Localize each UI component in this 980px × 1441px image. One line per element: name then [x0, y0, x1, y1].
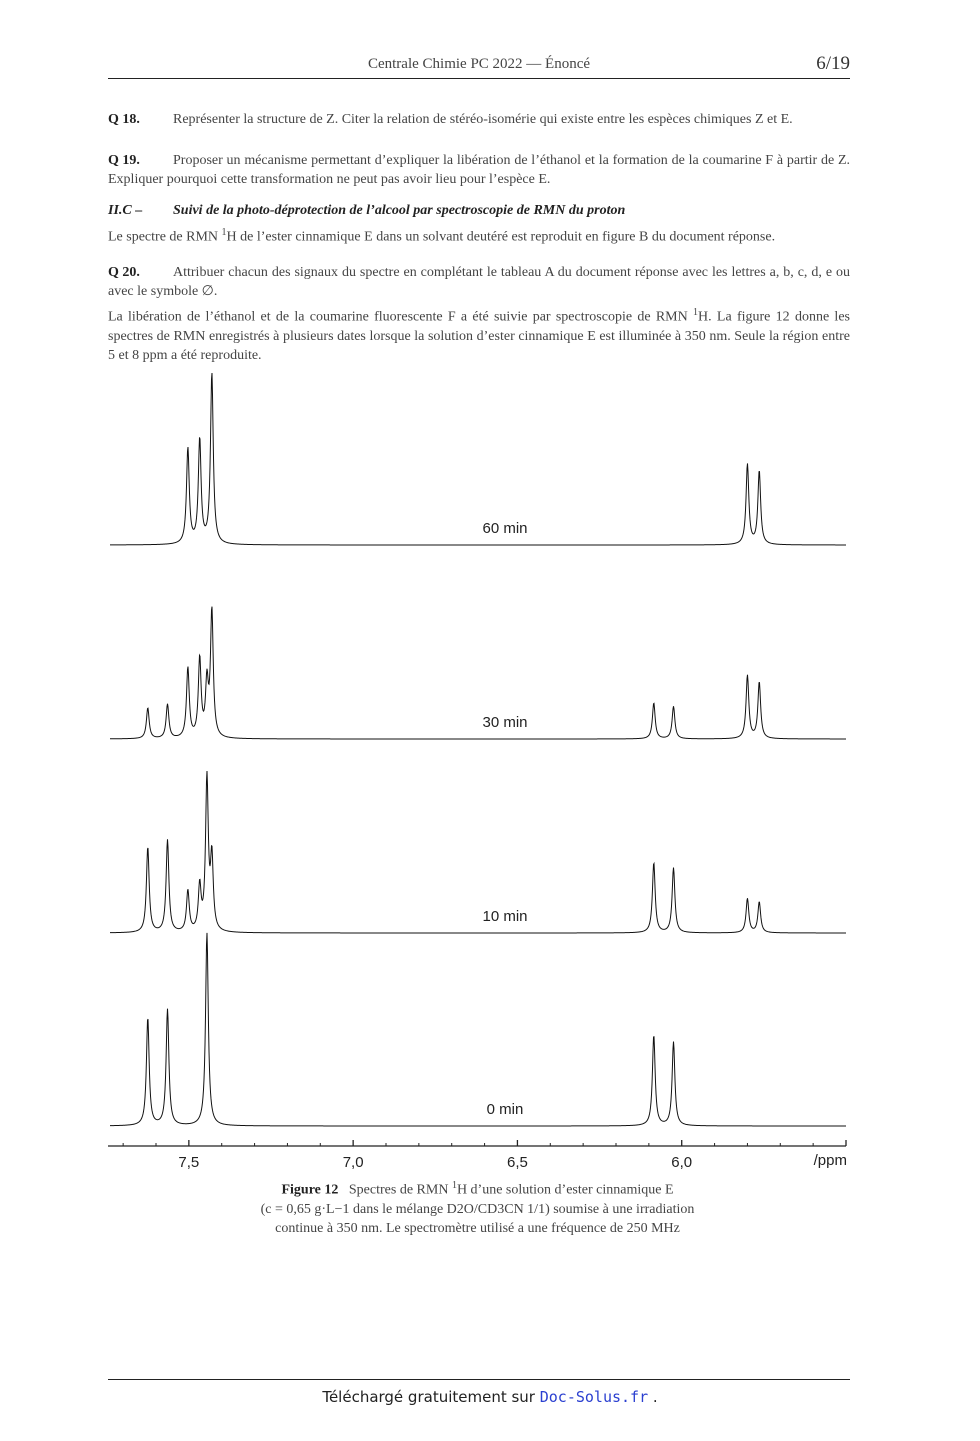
paragraph-text: H. La figure 12 donne les spectres de RMN enregistrés à plusieurs dates lorsque la solution d’ester cinnamique E est illuminée à 350 nm. Seule la région entre 5 et 8 ppm a été reproduite.: [108, 309, 850, 363]
caption-line-3: continue à 350 nm. Le spectromètre utilisé a une fréquence de 250 MHz: [275, 1220, 680, 1236]
caption-line-2: (c = 0,65 g·L−1 dans le mélange D2O/CD3CN 1/1) soumise à une irradiation: [260, 1201, 695, 1217]
question-text: Proposer un mécanisme permettant d’expliquer la libération de l’éthanol et la formation de la coumarine F à partir de Z. Expliquer pourquoi cette transformation ne peut pas avoir lieu pour l’espèce E.: [108, 153, 850, 187]
paragraph-2: [108, 303, 850, 365]
spectrum-label: 30 min: [482, 714, 528, 731]
question-number: Q 20.: [108, 265, 140, 280]
x-tick-label: 6,5: [506, 1154, 528, 1171]
paragraph-1: [108, 223, 850, 247]
figure-caption: [190, 1176, 765, 1238]
page-header: [108, 52, 850, 79]
x-tick-label: 6,0: [671, 1154, 693, 1171]
x-axis-unit: /ppm: [813, 1152, 847, 1169]
caption-label: Figure 12: [281, 1182, 339, 1198]
footer-text-end: .: [648, 1388, 658, 1406]
paragraph-text: La libération de l’éthanol et de la coumarine fluorescente F a été suivie par spectroscopie de RMN: [108, 309, 694, 325]
x-tick-label: 7,5: [178, 1154, 200, 1171]
question-number: Q 18.: [108, 112, 140, 127]
spectrum-30-min: [110, 607, 846, 739]
page-number: 6/19: [816, 53, 850, 74]
question-text: Représenter la structure de Z. Citer la relation de stéréo-isomérie qui existe entre les espèces chimiques Z et E.: [173, 112, 793, 127]
caption-line-1: [190, 1176, 765, 1200]
nmr-spectra-figure: [0, 360, 980, 1175]
caption-text: H d’une solution d’ester cinnamique E: [456, 1182, 674, 1198]
section-number: II.C –: [108, 203, 143, 218]
spectrum-label: 0 min: [486, 1101, 524, 1118]
footer: [0, 1388, 980, 1406]
paragraph-text: H de l’ester cinnamique E dans un solvant deutéré est reproduit en figure B du document réponse.: [226, 229, 776, 245]
section-title: Suivi de la photo-déprotection de l’alcool par spectroscopie de RMN du proton: [173, 203, 626, 218]
question-20: [108, 263, 850, 301]
section-heading: [108, 201, 850, 220]
superscript: 1: [451, 1180, 457, 1191]
spectrum-60-min: [110, 373, 846, 545]
spectrum-label: 10 min: [482, 908, 528, 925]
superscript: 1: [693, 307, 699, 318]
footer-rule: [108, 1379, 850, 1380]
question-number: Q 19.: [108, 153, 140, 168]
spectrum-0-min: [110, 933, 846, 1126]
question-18: [108, 110, 850, 129]
superscript: 1: [221, 227, 227, 238]
question-19: [108, 151, 850, 189]
caption-text: Spectres de RMN: [348, 1182, 452, 1198]
spectrum-label: 60 min: [482, 520, 528, 537]
question-text: Attribuer chacun des signaux du spectre en complétant le tableau A du document réponse avec les lettres a, b, c, d, e ou avec le symbole ∅.: [108, 265, 850, 299]
paragraph-text: Le spectre de RMN: [108, 229, 222, 245]
footer-text: Téléchargé gratuitement sur: [322, 1388, 540, 1406]
x-tick-label: 7,0: [342, 1154, 364, 1171]
footer-link[interactable]: Doc-Solus.fr: [539, 1388, 649, 1406]
spectrum-10-min: [110, 771, 846, 933]
header-title: Centrale Chimie PC 2022 — Énoncé: [367, 56, 591, 72]
